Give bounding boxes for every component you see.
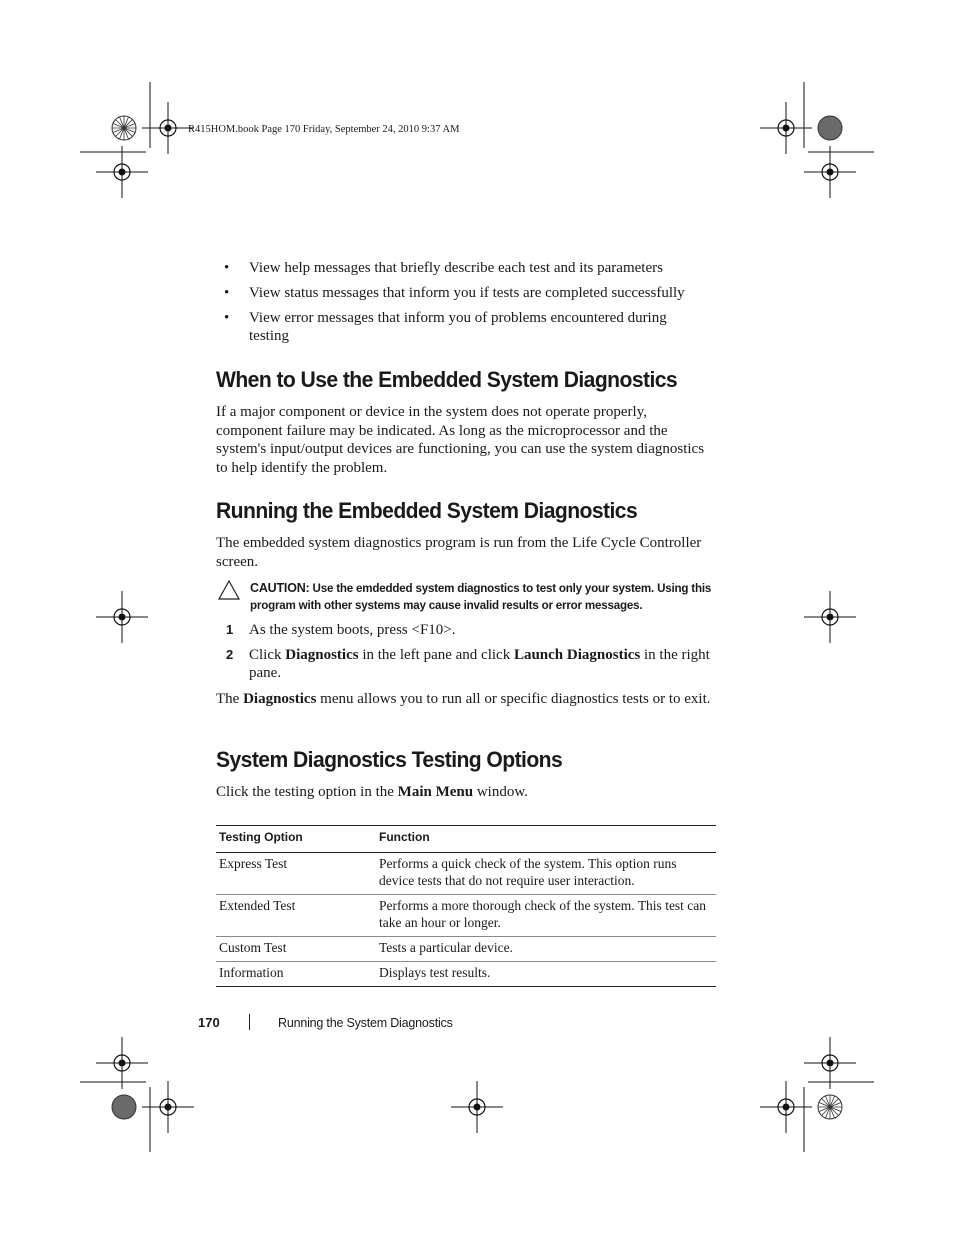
- step-text: As the system boots, press <F10>.: [249, 622, 456, 638]
- bullet-icon: •: [224, 285, 230, 301]
- bullet-text: View status messages that inform you if tests are completed successfully: [249, 285, 685, 301]
- section-heading-testing-options: System Diagnostics Testing Options: [216, 747, 563, 772]
- footer-divider: [249, 1014, 250, 1030]
- step-text: Click: [249, 646, 286, 663]
- section-heading-when-to-use: When to Use the Embedded System Diagnostics: [216, 367, 678, 392]
- registration-mark-icon: [804, 1037, 856, 1089]
- step-number: 1: [226, 622, 234, 637]
- ui-term-launch-diagnostics: Launch Diagnostics: [513, 646, 641, 663]
- ui-term-diagnostics: Diagnostics: [243, 691, 317, 707]
- table-cell: Express Test: [216, 853, 376, 895]
- list-item: [216, 259, 716, 277]
- bullet-text: View help messages that briefly describe each test and its parameters: [249, 260, 663, 276]
- table-cell: Tests a particular device.: [376, 937, 716, 962]
- table-row: [216, 962, 716, 987]
- column-header: Function: [376, 826, 716, 853]
- bullet-icon: •: [224, 260, 230, 276]
- caution-triangle-icon: [218, 580, 240, 600]
- column-header: Testing Option: [216, 826, 376, 853]
- step-text: in the left pane and click: [358, 646, 514, 663]
- section-heading-running: Running the Embedded System Diagnostics: [216, 498, 638, 523]
- registration-mark-icon: [96, 1037, 148, 1089]
- table-cell: Custom Test: [216, 937, 376, 962]
- section-paragraph: [216, 690, 716, 709]
- list-item: [216, 646, 716, 683]
- section-paragraph: [216, 783, 716, 802]
- registration-star-icon: [818, 1095, 842, 1119]
- registration-gray-icon: [818, 116, 842, 140]
- registration-mark-icon: [804, 146, 856, 198]
- paragraph-text: Click the testing option in the: [216, 784, 398, 800]
- paragraph-text: The: [216, 691, 244, 707]
- print-header: R415HOM.book Page 170 Friday, September 24, 2010 9:37 AM: [188, 124, 460, 135]
- bullet-icon: •: [224, 310, 230, 326]
- steps-list: [216, 621, 716, 689]
- caution-text-block: [250, 580, 720, 614]
- registration-mark-icon: [804, 591, 856, 643]
- table-cell: Information: [216, 962, 376, 987]
- registration-gray-icon: [112, 1095, 136, 1119]
- table-cell: Performs a more thorough check of the system. This test can take an hour or longer.: [376, 895, 716, 937]
- ui-term-main-menu: Main Menu: [397, 784, 474, 800]
- section-paragraph: The embedded system diagnostics program is run from the Life Cycle Controller screen.: [216, 535, 702, 570]
- feature-bullet-list: [216, 259, 716, 352]
- table-row: [216, 895, 716, 937]
- registration-mark-icon: [451, 1081, 503, 1133]
- table-header-row: [216, 826, 716, 853]
- list-item: [216, 309, 669, 345]
- testing-options-table: [216, 825, 716, 987]
- registration-mark-icon: [96, 146, 148, 198]
- list-item: [216, 284, 716, 302]
- paragraph-text: menu allows you to run all or specific diagnostics tests or to exit.: [316, 691, 711, 707]
- registration-mark-icon: [96, 591, 148, 643]
- registration-star-icon: [112, 116, 136, 140]
- table-cell: Performs a quick check of the system. This option runs device tests that do not require user interaction.: [376, 853, 716, 895]
- table-row: [216, 853, 716, 895]
- footer-chapter-title: Running the System Diagnostics: [278, 1016, 453, 1030]
- bullet-text: View error messages that inform you of problems encountered during testing: [249, 310, 667, 344]
- step-text: in the right pane.: [249, 646, 710, 682]
- step-number: 2: [226, 646, 234, 662]
- page-number: 170: [198, 1015, 220, 1030]
- caution-text: Use the emdedded system diagnostics to test only your system. Using this program with other systems may cause invalid results or error messages.: [250, 582, 712, 612]
- caution-label: CAUTION:: [250, 581, 310, 595]
- paragraph-text: window.: [473, 784, 528, 800]
- section-paragraph: If a major component or device in the system does not operate properly, component failure may be indicated. As long as the microprocessor and the system's input/output devices are functioning, you can use the system diagnostics to help identify the problem.: [216, 404, 705, 476]
- list-item: [216, 621, 716, 640]
- table-row: [216, 937, 716, 962]
- table-cell: Extended Test: [216, 895, 376, 937]
- table-cell: Displays test results.: [376, 962, 716, 987]
- ui-term-diagnostics: Diagnostics: [285, 646, 359, 663]
